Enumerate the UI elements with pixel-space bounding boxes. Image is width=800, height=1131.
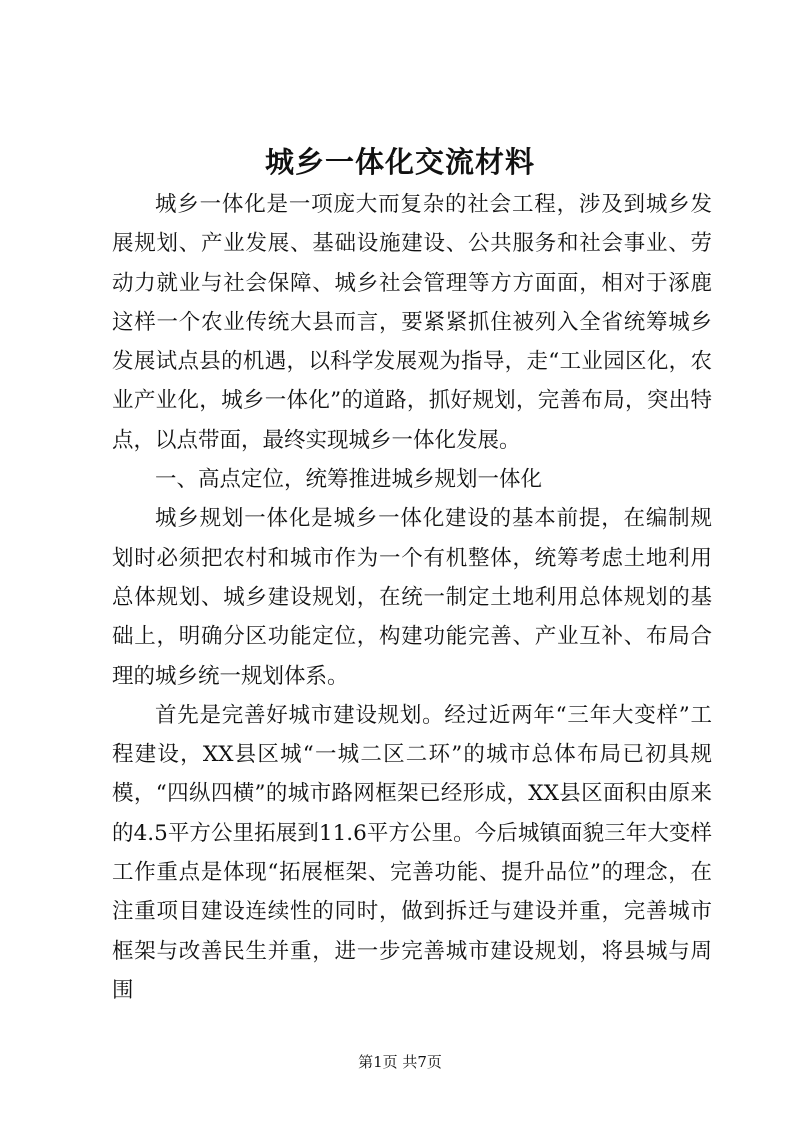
section-heading-1: 一、高点定位，统筹推进城乡规划一体化	[155, 467, 543, 493]
document-title: 城乡一体化交流材料	[264, 145, 535, 179]
paragraph-intro: 城乡一体化是一项庞大而复杂的社会工程，涉及到城乡发展规划、产业发展、基础设施建设、公共服务和社会事业、劳动力就业与社会保障、城乡社会管理等方方面面，相对于涿鹿这样一个农业传统大县而言，要紧紧抓住被列入全省统筹城乡发展试点县的机遇，以科学发展观为指导，走“工业园区化，农业产业化，城乡一体化”的道路，抓好规划，完善布局，突出特点，以点带面，最终实现城乡一体化发展。	[112, 192, 712, 453]
document-body	[112, 185, 712, 1010]
page-footer: 第1页 共7页	[358, 1053, 442, 1071]
paragraph-city-planning: 首先是完善好城市建设规划。经过近两年“三年大变样”工程建设，XX县区城“一城二区二环”的城市总体布局已初具规模，“四纵四横”的城市路网框架已经形成，XX县区面积由原来的4.5平方公里拓展到11.6平方公里。今后城镇面貌三年大变样工作重点是体现“拓展框架、完善功能、提升品位”的理念，在注重项目建设连续性的同时，做到拆迁与建设并重，完善城市框架与改善民生并重，进一步完善城市建设规划，将县城与周围	[112, 702, 712, 1003]
paragraph-planning: 城乡规划一体化是城乡一体化建设的基本前提，在编制规划时必须把农村和城市作为一个有机整体，统筹考虑土地利用总体规划、城乡建设规划，在统一制定土地利用总体规划的基础上，明确分区功能定位，构建功能完善、产业互补、布局合理的城乡统一规划体系。	[112, 506, 712, 689]
